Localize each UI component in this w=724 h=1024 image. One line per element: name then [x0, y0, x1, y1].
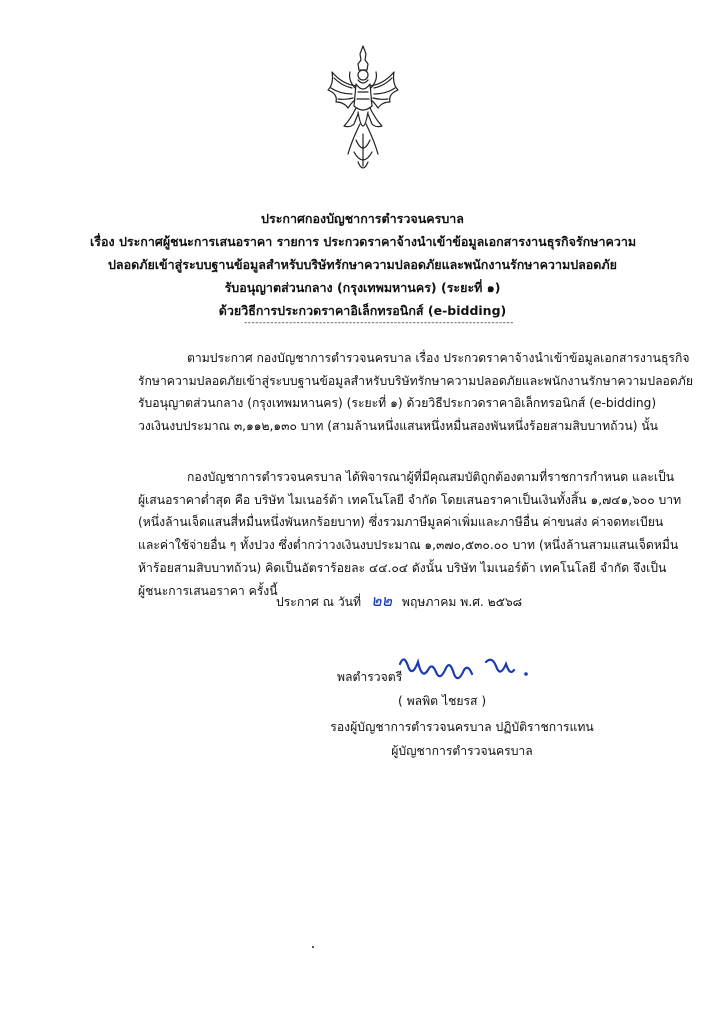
page-mark [312, 946, 314, 948]
signatory-title [312, 715, 612, 763]
header-divider: ------------------------------------------------------------------------ [244, 318, 514, 328]
date-month-year: พฤษภาคม พ.ศ. ๒๕๖๘ [401, 595, 523, 609]
announcement-subject-line-2: ปลอดภัยเข้าสู่ระบบฐานข้อมูลสำหรับบริษัทรักษาความปลอดภัยและพนักงานรักษาความปลอดภัย [107, 257, 617, 272]
paragraph-1-line: ตามประกาศ กองบัญชาการตำรวจนครบาล เรื่อง ประกวดราคาจ้างนำเข้าข้อมูลเอกสารงานธุรกิจ [187, 351, 690, 365]
garuda-emblem-icon [322, 44, 404, 176]
paragraph-2-line: ห้าร้อยสามสิบบาทถ้วน) คิดเป็นอัตราร้อยละ ๔๔.๐๔ ดังนั้น บริษัท ไมเนอร์ต้า เทคโนโลยี จำกัด จึงเป็น [138, 560, 667, 575]
announcement-date [276, 589, 522, 614]
announcement-header [90, 207, 635, 322]
signatory-title-line-1: รองผู้บัญชาการตำรวจนครบาล ปฏิบัติราชการแทน [330, 720, 594, 734]
paragraph-1-line: รักษาความปลอดภัยเข้าสู่ระบบฐานข้อมูลสำหรับบริษัทรักษาความปลอดภัยและพนักงานรักษาความปลอดภัย [138, 373, 693, 388]
handwritten-signature [394, 650, 544, 692]
paragraph-1-line: รับอนุญาตส่วนกลาง (กรุงเทพมหานคร) (ระยะที่ ๑) ด้วยวิธีประกวดราคาอิเล็กทรอนิกส์ (e-bidding) [138, 396, 657, 411]
date-prefix: ประกาศ ณ วันที่ [276, 595, 362, 609]
body-paragraph-1 [138, 347, 693, 438]
handwritten-day: ๒๒ [370, 591, 393, 610]
paragraph-2-line: (หนึ่งล้านเจ็ดแสนสี่หมื่นหนึ่งพันหกร้อยบาท) ซึ่งรวมภาษีมูลค่าเพิ่มและภาษีอื่น ค่าขนส่ง ค่าจดทะเบียน [138, 515, 664, 530]
paragraph-2-line: และค่าใช้จ่ายอื่น ๆ ทั้งปวง ซึ่งต่ำกว่าวงเงินงบประมาณ ๑,๓๗๐,๕๓๐.๐๐ บาท (หนึ่งล้านสามแสนเจ็ดหมื่น [138, 538, 679, 553]
paragraph-2-line: กองบัญชาการตำรวจนครบาล ได้พิจารณาผู้ที่มีคุณสมบัติถูกต้องตามที่ราชการกำหนด และเป็น [187, 470, 675, 484]
paragraph-2-line: ผู้ชนะการเสนอราคา ครั้งนี้ [138, 583, 278, 598]
signatory-name: ( พลพิต ไชยรส ) [398, 694, 487, 708]
announcement-issuer: ประกาศกองบัญชาการตำรวจนครบาล [261, 211, 464, 226]
announcement-subject-line-4: ด้วยวิธีการประกวดราคาอิเล็กทรอนิกส์ (e-bidding) [218, 303, 507, 318]
body-paragraph-2 [138, 466, 682, 602]
announcement-subject-line-3: รับอนุญาตส่วนกลาง (กรุงเทพมหานคร) (ระยะที่ ๑) [224, 280, 501, 295]
paragraph-1-line: วงเงินงบประมาณ ๓,๑๑๒,๑๓๐ บาท (สามล้านหนึ่งแสนหนึ่งหมื่นสองพันหนึ่งร้อยสามสิบบาทถ้วน) นั้น [138, 419, 658, 434]
paragraph-2-line: ผู้เสนอราคาต่ำสุด คือ บริษัท ไมเนอร์ต้า เทคโนโลยี จำกัด โดยเสนอราคาเป็นเงินทั้งสิ้น ๑,๗๔๑,๖๐๐ บาท [138, 492, 682, 507]
signatory-rank: พลตำรวจตรี [337, 670, 403, 684]
signatory-title-line-2: ผู้บัญชาการตำรวจนครบาล [391, 744, 533, 758]
announcement-subject-line-1: เรื่อง ประกาศผู้ชนะการเสนอราคา รายการ ประกวดราคาจ้างนำเข้าข้อมูลเอกสารงานธุรกิจรักษาความ [90, 234, 637, 249]
